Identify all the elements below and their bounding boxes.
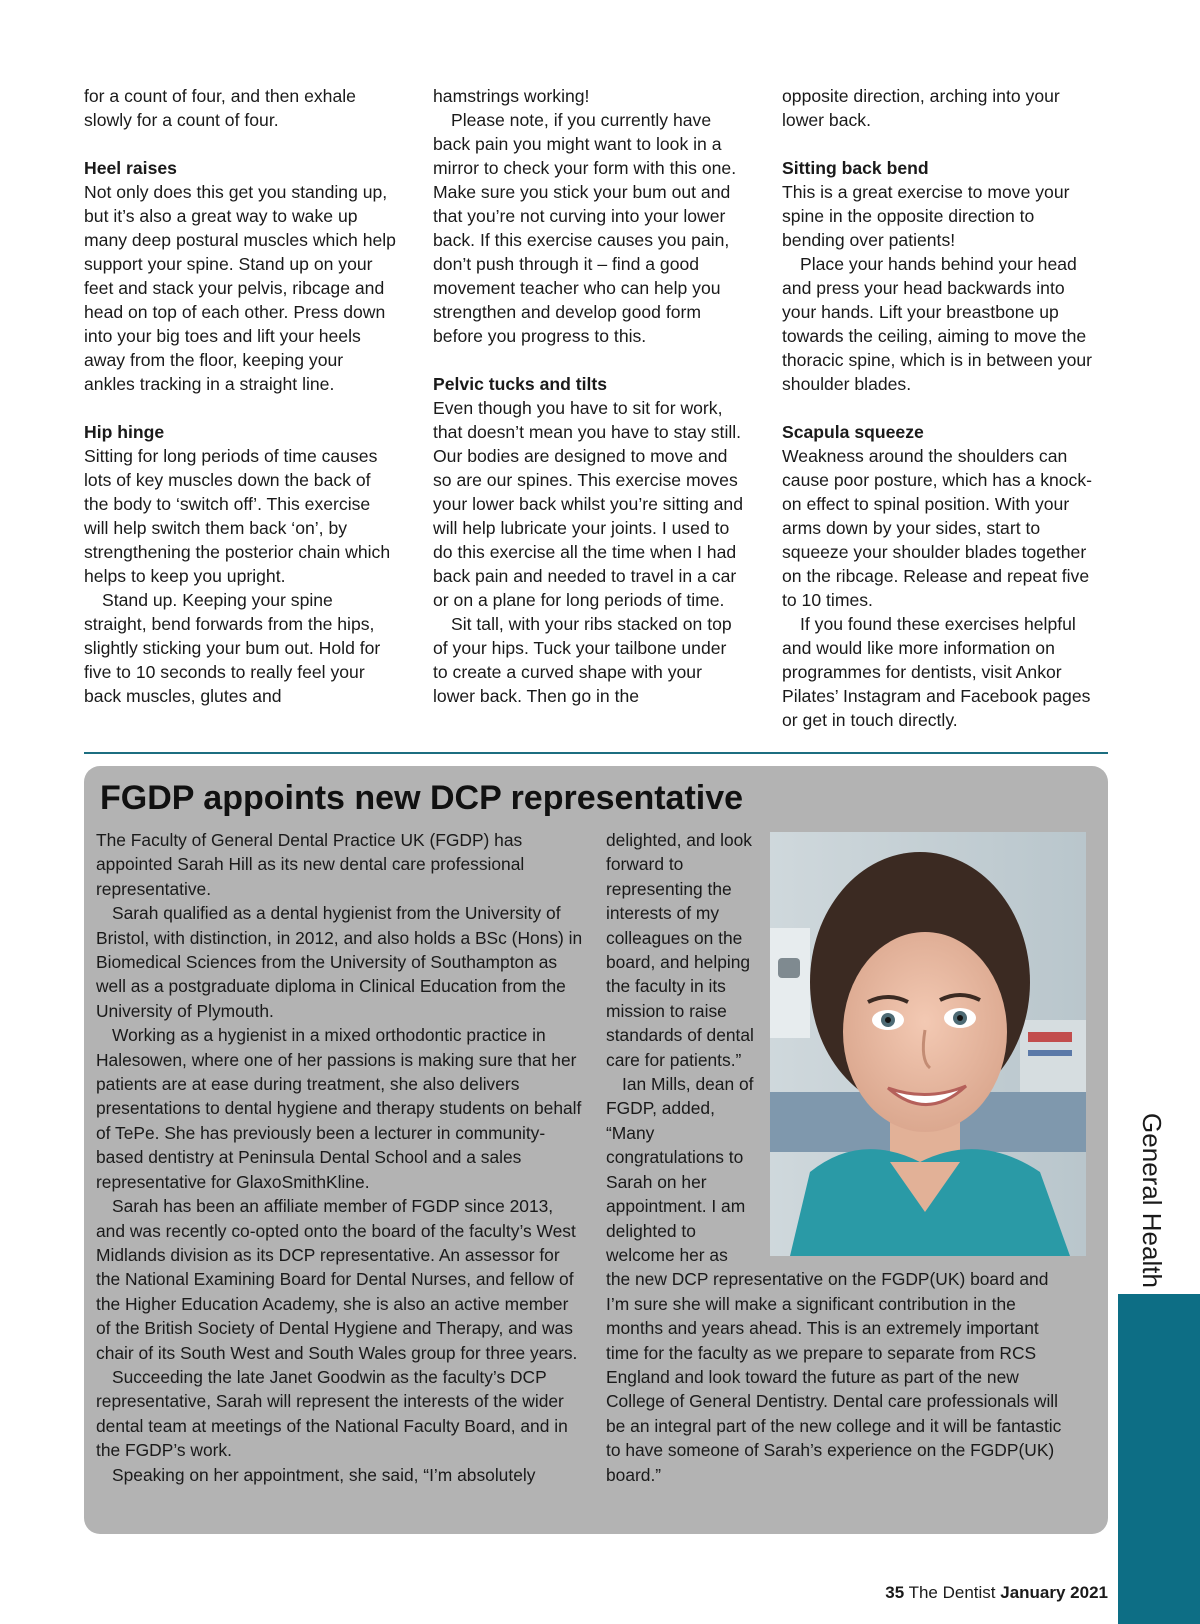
paragraph: If you found these exercises helpful and would like more information on programmes for dentists, visit Ankor Pilates’ Instagram and Facebook pages or get in touch directly. [782, 614, 1091, 730]
paragraph: delighted, and look forward to representing the interests of my colleagues on the board, and helping the faculty in its mission to raise standards of dental care for patients.” [606, 830, 754, 1070]
subheading-scapula-squeeze: Scapula squeeze [782, 422, 924, 442]
paragraph: Ian Mills, dean of FGDP, added, “Many congratulations to Sarah on her appointment. I am delighted to welcome her as [606, 1074, 754, 1265]
paragraph: Please note, if you currently have back pain you might want to look in a mirror to check your form with this one. Make sure you stick your bum out and that you’re not curving into your lower back. If this exercise causes you pain, don’t push through it – find a good movement teacher who can help you strengthen and develop good form before you progress to this. [433, 110, 737, 346]
article-column-2 [433, 84, 745, 708]
issue-date: January 2021 [1000, 1583, 1108, 1602]
paragraph: Working as a hygienist in a mixed orthodontic practice in Halesowen, where one of her passions is making sure that her patients are at ease during treatment, she also delivers presentations to dental hygiene and therapy students on behalf of TePe. She has previously been a lecturer in community-based dentistry at Peninsula Dental School and a sales representative for GlaxoSmithKline. [96, 1025, 582, 1192]
paragraph: Sitting for long periods of time causes lots of key muscles down the back of the body to ‘switch off’. This exercise will help switch them back ‘on’, by strengthening the posterior chain which helps to keep you upright. [84, 446, 391, 586]
subheading-hip-hinge: Hip hinge [84, 422, 165, 442]
subheading-pelvic-tucks: Pelvic tucks and tilts [433, 374, 608, 394]
paragraph: This is a great exercise to move your spine in the opposite direction to bending over patients! [782, 182, 1070, 250]
section-label-text: General Health [1136, 1112, 1167, 1288]
subheading-heel-raises: Heel raises [84, 158, 177, 178]
section-divider [84, 752, 1108, 754]
page-number: 35 [885, 1583, 905, 1602]
paragraph: Sarah qualified as a dental hygienist from the University of Bristol, with distinction, in 2012, and also holds a BSc (Hons) in Biomedical Sciences from the University of Southampton as well as a postgraduate diploma in Clinical Education from the University of Plymouth. [96, 903, 583, 1021]
paragraph: the new DCP representative on the FGDP(UK) board and I’m sure she will make a significant contribution in the months and years ahead. This is an extremely important time for the faculty as we prepare to separate from RCS England and look toward the future as part of the new College of General Dentistry. Dental care professionals will be an integral part of the new college and it will be fantastic to have someone of Sarah’s experience on the FGDP(UK) board.” [606, 1269, 1062, 1485]
news-title: FGDP appoints new DCP representative [100, 779, 744, 817]
news-box [84, 766, 1108, 1534]
paragraph: Place your hands behind your head and press your head backwards into your hands. Lift your breastbone up towards the ceiling, aiming to move the thoracic spine, which is in between your shoulder blades. [782, 254, 1093, 394]
publication-name: The Dentist [908, 1583, 996, 1602]
page-footer [885, 1582, 1108, 1604]
paragraph: Sit tall, with your ribs stacked on top of your hips. Tuck your tailbone under to create a curved shape with your lower back. Then go in the [433, 614, 732, 706]
text-beside-photo [606, 828, 766, 1267]
article-column-3 [782, 84, 1094, 732]
paragraph: Succeeding the late Janet Goodwin as the faculty’s DCP representative, Sarah will represent the interests of the wider dental team at meetings of the National Faculty Board, and in the FGDP’s work. [96, 1366, 568, 1461]
section-tab [1118, 1294, 1200, 1624]
subheading-sitting-back-bend: Sitting back bend [782, 158, 929, 178]
news-column-left [96, 828, 584, 1487]
paragraph: Sarah has been an affiliate member of FGDP since 2013, and was recently co-opted onto the board of the faculty’s West Midlands division as its DCP representative. An assessor for the National Examining Board for Dental Nurses, and fellow of the Higher Education Academy, she is also an active member of the British Society of Dental Hygiene and Therapy, and was chair of its South West and South Wales group for three years. [96, 1196, 578, 1363]
paragraph: opposite direction, arching into your lower back. [782, 86, 1060, 130]
paragraph: Weakness around the shoulders can cause poor posture, which has a knock-on effect to spinal position. With your arms down by your sides, start to squeeze your shoulder blades together on the ribcage. Release and repeat five to 10 times. [782, 446, 1093, 610]
paragraph: Even though you have to sit for work, that doesn’t mean you have to stay still. Our bodies are designed to move and so are our spines. This exercise moves your lower back whilst you’re sitting and will help lubricate your joints. I used to do this exercise all the time when I had back pain and needed to travel in a car or on a plane for long periods of time. [433, 398, 743, 610]
section-label [1124, 1110, 1178, 1290]
paragraph: Stand up. Keeping your spine straight, bend forwards from the hips, slightly sticking your bum out. Hold for five to 10 seconds to really feel your back muscles, glutes and [84, 590, 381, 706]
article-column-1 [84, 84, 396, 708]
paragraph: Speaking on her appointment, she said, “I’m absolutely [112, 1464, 536, 1485]
paragraph: The Faculty of General Dental Practice UK (FGDP) has appointed Sarah Hill as its new dental care professional representative. [96, 830, 525, 899]
paragraph: Not only does this get you standing up, but it’s also a great way to wake up many deep postural muscles which help support your spine. Stand up on your feet and stack your pelvis, ribcage and head on top of each other. Press down into your big toes and lift your heels away from the floor, keeping your ankles tracking in a straight line. [84, 182, 396, 394]
paragraph: for a count of four, and then exhale slowly for a count of four. [84, 86, 356, 130]
portrait-photo [770, 832, 1086, 1256]
paragraph: hamstrings working! [433, 86, 590, 106]
